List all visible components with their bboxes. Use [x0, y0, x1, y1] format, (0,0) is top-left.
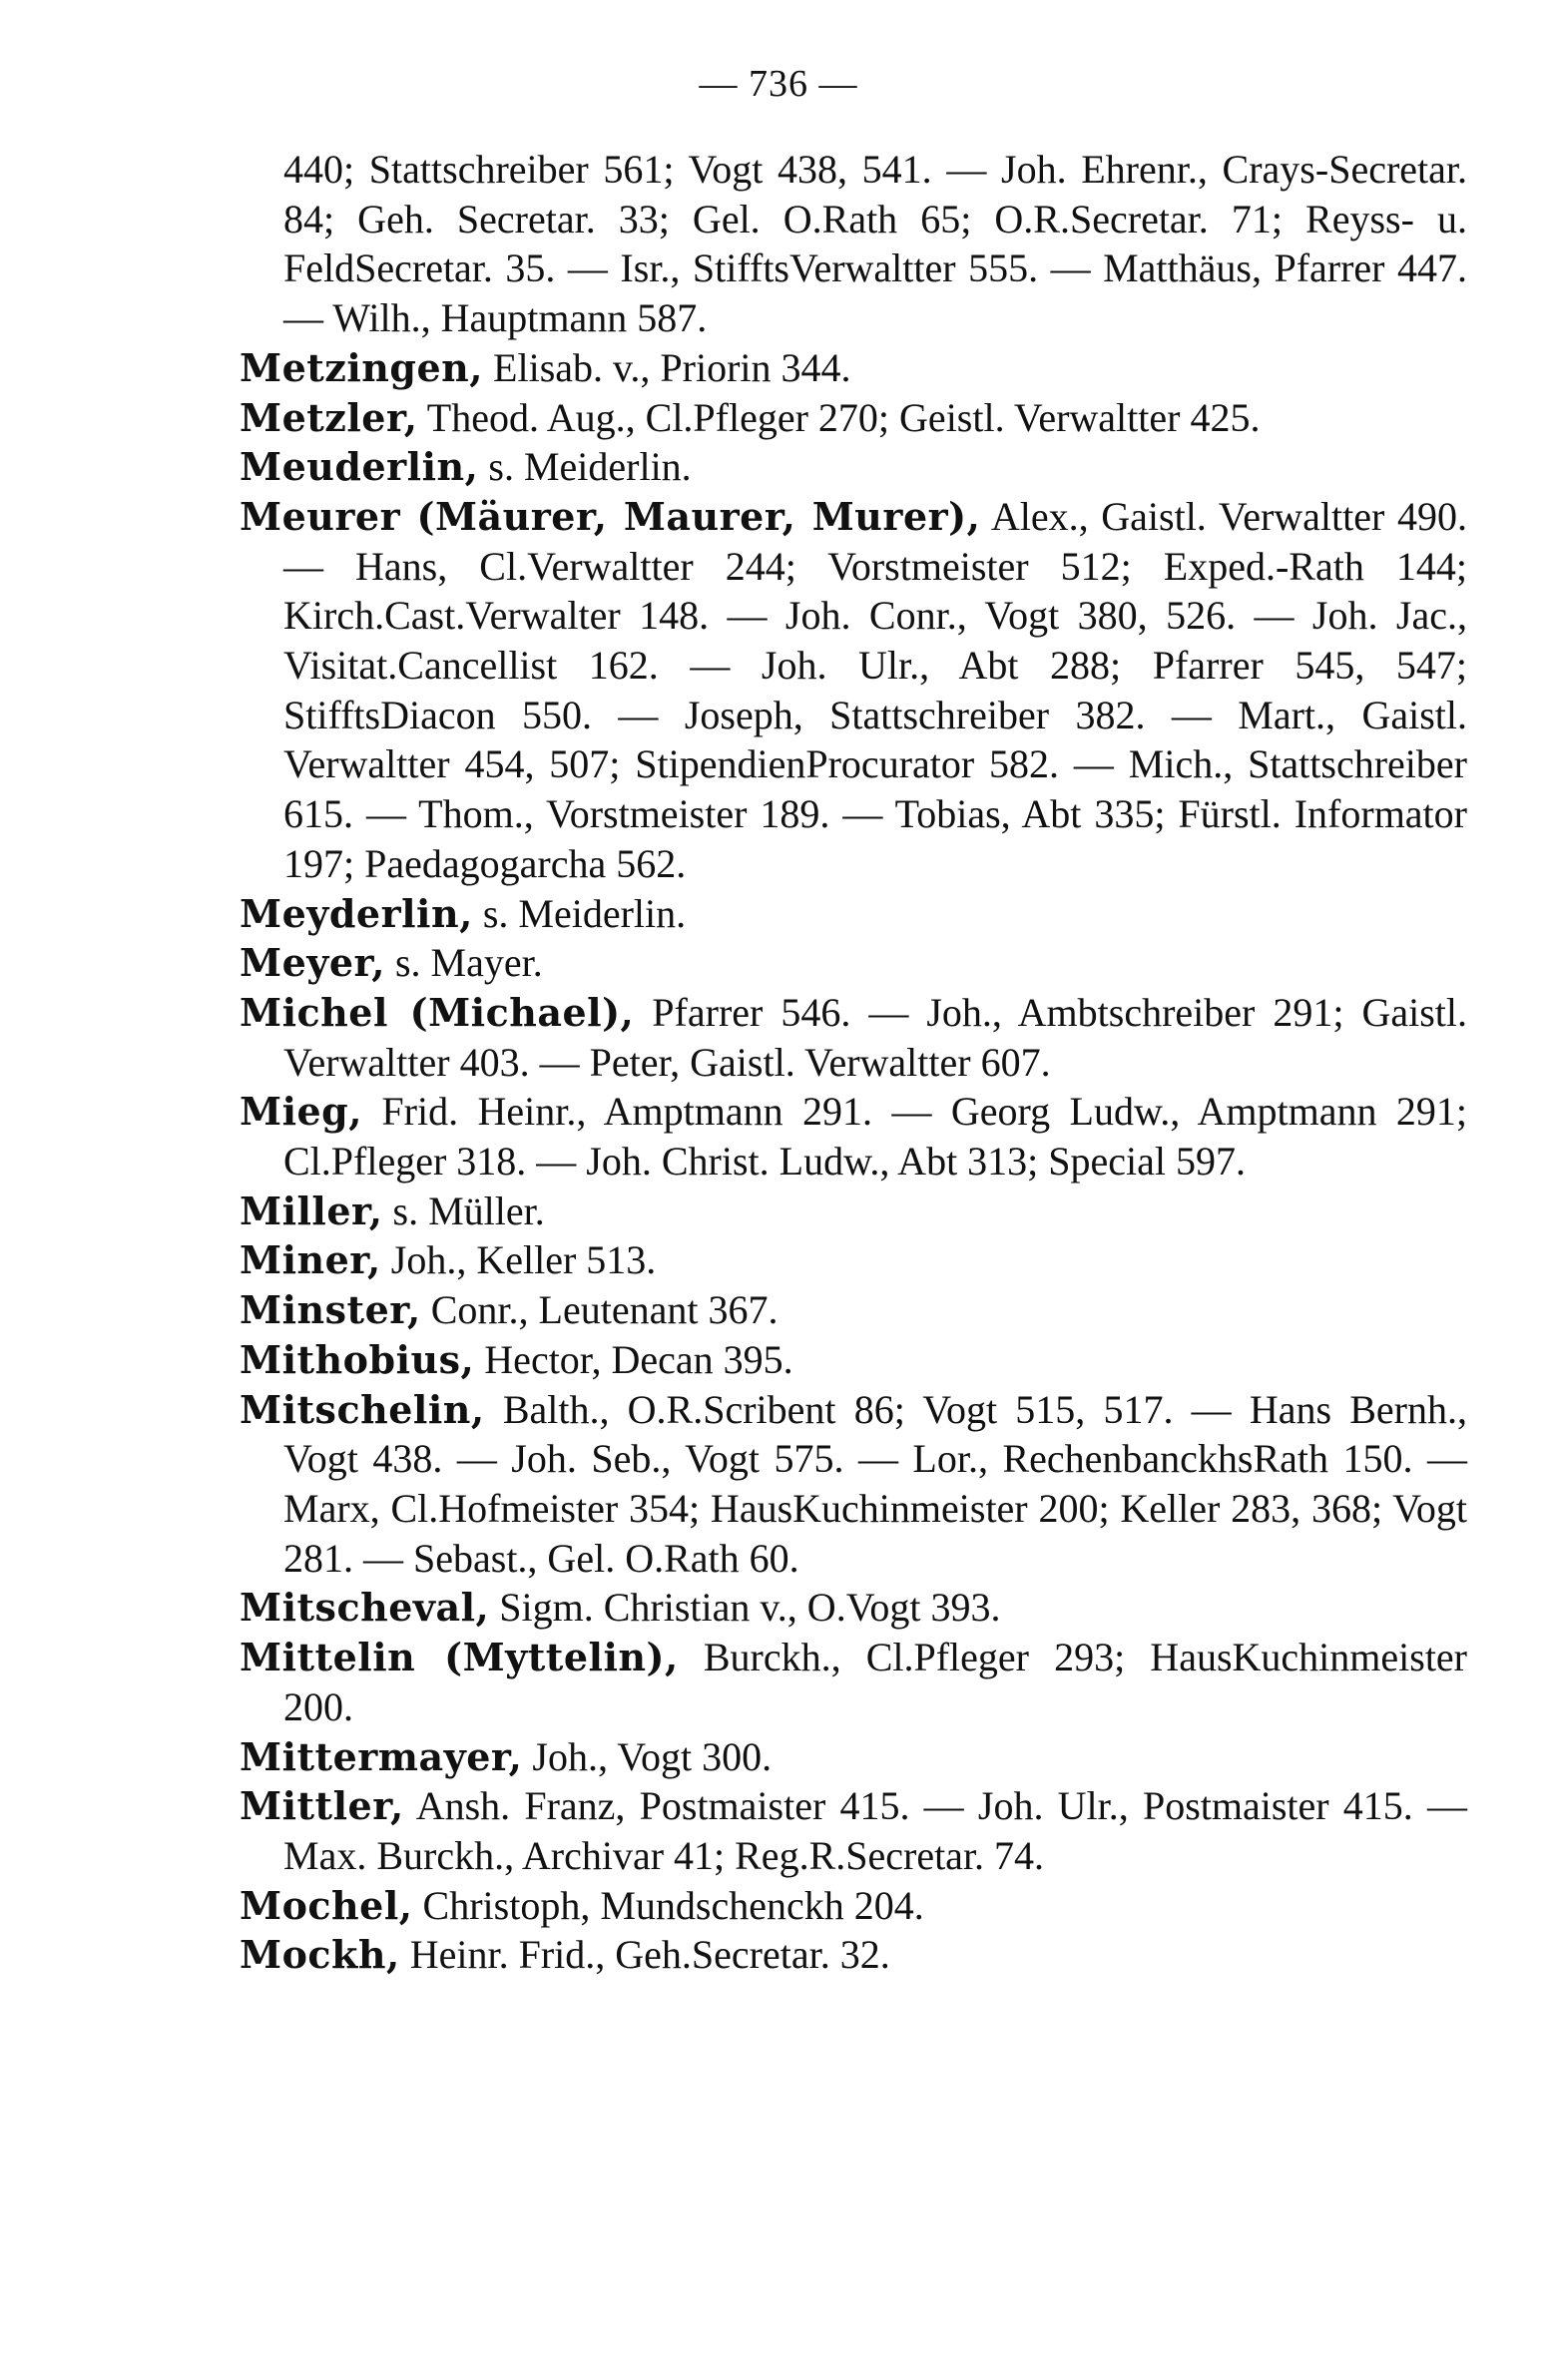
register-entry [240, 492, 1467, 889]
entry-text: s. Meiderlin. [482, 890, 687, 936]
register-entry [240, 393, 1467, 443]
entry-text: Ansh. Franz, Postmaister 415. — Joh. Ulr., Postmaister 415. — Max. Burckh., Archivar 41; Reg.R.Secretar. 74. [283, 1783, 1468, 1878]
entry-headword: Mieg, [240, 1089, 362, 1135]
entry-headword: Miner, [240, 1237, 381, 1283]
entry-headword: Mittermayer, [240, 1733, 523, 1779]
entry-headword: Meuderlin, [240, 444, 479, 490]
entry-text: Burckh., Cl.Pfleger 293; HausKuchinmeister 200. [283, 1635, 1468, 1729]
register-entry [240, 1087, 1467, 1186]
entry-text: Joh., Vogt 300. [532, 1733, 773, 1779]
entry-text: Elisab. v., Priorin 344. [493, 344, 851, 390]
entry-text: s. Meiderlin. [488, 444, 692, 490]
entry-headword: Metzler, [240, 394, 418, 440]
entry-headword: Mochel, [240, 1882, 413, 1928]
register-entry [240, 889, 1467, 939]
register-entry [240, 145, 1467, 343]
register-entry [240, 1583, 1467, 1633]
entry-text: Frid. Heinr., Amptmann 291. — Georg Ludw., Amptmann 291; Cl.Pfleger 318. — Joh. Christ. Ludw., Abt 313; Special 597. [283, 1089, 1468, 1185]
page-number: — 736 — [699, 63, 858, 105]
entry-headword: Mockh, [240, 1932, 400, 1978]
entry-headword: Mittelin (Myttelin), [240, 1635, 679, 1680]
entry-text: Sigm. Christian v., O.Vogt 393. [499, 1585, 1001, 1631]
entry-headword: Mitscheval, [240, 1585, 490, 1631]
entry-headword: Meurer (Mäurer, Maurer, Murer), [240, 493, 981, 539]
entry-headword: Michel (Michael), [240, 989, 635, 1035]
register-entry [240, 1385, 1467, 1584]
entry-text: Hector, Decan 395. [484, 1336, 793, 1382]
register-entry [240, 442, 1467, 492]
entry-headword: Mitschelin, [240, 1386, 485, 1432]
register-entry [240, 1881, 1467, 1931]
entry-headword: Meyer, [240, 940, 385, 986]
register-entry [240, 1781, 1467, 1880]
register-entry [240, 1633, 1467, 1731]
entry-text: 440; Stattschreiber 561; Vogt 438, 541. — Joh. Ehrenr., Crays-Secretar. 84; Geh. Secretar. 33; Gel. O.Rath 65; O.R.Secretar. 71; Reyss- u. FeldSecretar. 35. — Isr., StifftsVerwaltter 555. — Matthäus, Pfarrer 447. — Wilh., Hauptmann 587. [283, 147, 1467, 341]
entry-headword: Metzingen, [240, 344, 484, 390]
entry-headword: Meyderlin, [240, 890, 473, 936]
register-entry [240, 938, 1467, 988]
register-entry [240, 1335, 1467, 1385]
register-entries [240, 145, 1467, 1980]
entry-text: Theod. Aug., Cl.Pfleger 270; Geistl. Verwaltter 425. [426, 394, 1261, 440]
register-entry [240, 343, 1467, 393]
register-entry [240, 1285, 1467, 1335]
entry-text: Pfarrer 546. — Joh., Ambtschreiber 291; Gaistl. Verwaltter 403. — Peter, Gaistl. Verwaltter 607. [283, 989, 1468, 1085]
entry-headword: Miller, [240, 1188, 383, 1233]
register-entry [240, 1930, 1467, 1980]
entry-text: s. Müller. [392, 1188, 545, 1233]
entry-text: Balth., O.R.Scribent 86; Vogt 515, 517. — Hans Bernh., Vogt 438. — Joh. Seb., Vogt 575. — Lor., RechenbanckhsRath 150. — Marx, Cl.Hofmeister 354; HausKuchinmeister 200; Keller 283, 368; Vogt 281. — Sebast., Gel. O.Rath 60. [283, 1386, 1467, 1581]
entry-text: s. Mayer. [394, 940, 543, 986]
register-entry [240, 1187, 1467, 1236]
register-entry [240, 1235, 1467, 1285]
entry-text: Alex., Gaistl. Verwaltter 490. — Hans, Cl.Verwaltter 244; Vorstmeister 512; Exped.-Rath 144; Kirch.Cast.Verwalter 148. — Joh. Conr., Vogt 380, 526. — Joh. Jac., Visitat.Cancellist 162. — Joh. Ulr., Abt 288; Pfarrer 545, 547; StifftsDiacon 550. — Joseph, Stattschreiber 382. — Mart., Gaistl. Verwaltter 454, 507; StipendienProcurator 582. — Mich., Stattschreiber 615. — Thom., Vorstmeister 189. — Tobias, Abt 335; Fürstl. Informator 197; Paedagogarcha 562. [283, 493, 1467, 886]
entry-headword: Mittler, [240, 1783, 404, 1829]
register-entry [240, 1732, 1467, 1782]
entry-text: Joh., Keller 513. [390, 1237, 657, 1283]
entry-text: Heinr. Frid., Geh.Secretar. 32. [409, 1932, 890, 1978]
entry-headword: Minster, [240, 1287, 421, 1333]
register-entry [240, 988, 1467, 1087]
entry-text: Conr., Leutenant 367. [430, 1287, 778, 1333]
entry-text: Christoph, Mundschenckh 204. [422, 1882, 924, 1928]
entry-headword: Mithobius, [240, 1336, 475, 1382]
